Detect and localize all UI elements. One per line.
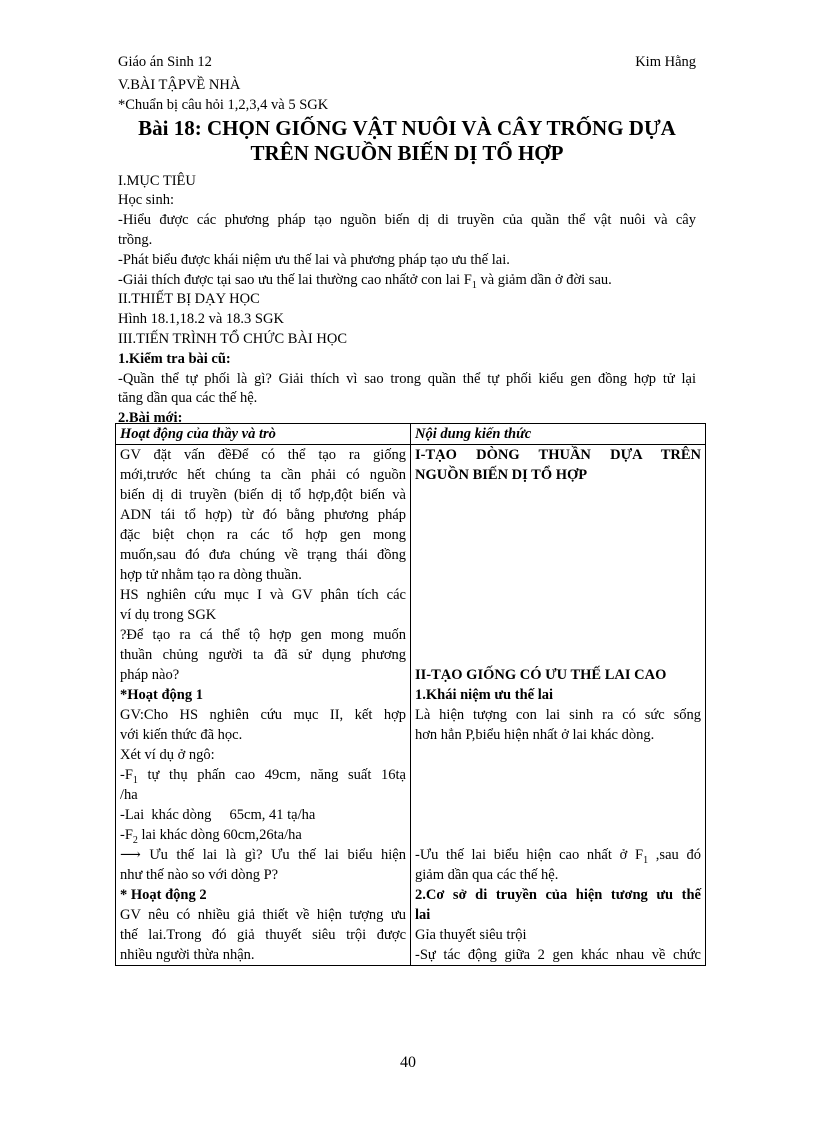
process-heading: III.TIẾN TRÌNH TỔ CHỨC BÀI HỌC <box>118 330 348 347</box>
objectives-heading: I.MỤC TIÊU <box>118 172 196 189</box>
row1-left-line: biến dị di truyền (biến dị tổ hợp,đột biến và <box>120 487 406 503</box>
section2-title: II-TẠO GIỐNG CÓ ƯU THẾ LAI CAO <box>415 667 667 683</box>
concept-note-line2: giảm dần qua các thế hệ. <box>415 867 559 883</box>
lesson-title-line2: TRÊN NGUỒN BIẾN DỊ TỔ HỢP <box>250 140 564 165</box>
spacer <box>415 485 701 505</box>
activity2-title: * Hoạt động 2 <box>120 887 207 903</box>
lesson-plan-table <box>115 423 706 966</box>
row1-left-line: GV đặt vấn đềĐể có thể tạo ra giống <box>120 447 406 463</box>
table-row <box>116 445 706 966</box>
row1-left-line: mới,trước hết chúng ta cần phải có nguồn <box>120 467 406 483</box>
homework-heading: V.BÀI TẬPVỀ NHÀ <box>118 77 241 93</box>
objective-1-line1: -Hiểu được các phương pháp tạo nguồn biến dị di truyền của quần thể vật nuôi và cây <box>118 212 696 229</box>
spacer <box>415 545 701 565</box>
concept-line2: hơn hẳn P,biểu hiện nhất ở lai khác dòng. <box>415 727 655 743</box>
row1-left-line: muốn,sau đó đưa chúng về trạng thái đồng <box>120 547 406 563</box>
activity1-f2-line <box>120 825 406 845</box>
spacer <box>415 565 701 585</box>
activity1-f1-line2: /ha <box>120 787 138 803</box>
objective-1-line2: trồng. <box>118 231 153 248</box>
concept-note-text-end: ,sau đó <box>648 847 701 863</box>
objective-2: -Phát biểu được khái niệm ưu thế lai và phương pháp tạo ưu thế lai. <box>118 251 510 268</box>
f1-subscript: 1 <box>132 774 138 786</box>
spacer <box>415 625 701 645</box>
basis-line1: Gỉa thuyết siêu trội <box>415 927 527 943</box>
f2-prefix: -F <box>120 827 133 843</box>
header-subject: Giáo án Sinh 12 <box>118 54 212 70</box>
spacer <box>415 745 701 765</box>
activity1-hybrid-line: -Lai khác dòng 65cm, 41 tạ/ha <box>120 807 316 823</box>
new-lesson-heading: 2.Bài mới: <box>118 410 183 427</box>
review-question-line1: -Quần thể tự phối là gì? Giải thích vì sao trong quần thể tự phối kiểu gen đồng hợp tử lại <box>118 370 696 387</box>
row1-left-cell <box>116 445 411 966</box>
row1-left-line: HS nghiên cứu mục I và GV phân tích các <box>120 587 406 603</box>
f2-text: lai khác dòng 60cm,26ta/ha <box>137 827 302 843</box>
spacer <box>415 765 701 785</box>
objective-3 <box>118 271 696 291</box>
document-body <box>118 76 696 429</box>
spacer <box>415 805 701 825</box>
spacer <box>415 785 701 805</box>
f2-subscript: 2 <box>132 834 138 846</box>
concept-line1: Là hiện tượng con lai sinh ra có sức sống <box>415 707 701 723</box>
review-question-line2: tăng dần qua các thế hệ. <box>118 390 258 407</box>
row1-left-line: ADN tái tổ hợp) từ đó bằng phương pháp <box>120 507 406 523</box>
header-author: Kim Hằng <box>635 54 696 70</box>
spacer <box>415 645 701 665</box>
objectives-intro: Học sinh: <box>118 192 174 209</box>
activity1-question-line2: như thế nào so với dòng P? <box>120 867 279 883</box>
header-activities: Hoạt động của thầy và trò <box>116 424 411 445</box>
section1-title-line2: NGUỒN BIẾN DỊ TỔ HỢP <box>415 467 588 483</box>
concept-title: 1.Khái niệm ưu thế lai <box>415 687 554 703</box>
lesson-title-line1: Bài 18: CHỌN GIỐNG VẬT NUÔI VÀ CÂY TRỐNG DỰA <box>138 115 676 140</box>
activity1-line: Xét ví dụ ở ngô: <box>120 747 215 763</box>
header-content: Nội dung kiến thức <box>411 424 706 445</box>
objective-3-text: -Giải thích được tại sao ưu thế lai thường cao nhấtở con lai F <box>118 271 472 288</box>
spacer <box>415 505 701 525</box>
page-header <box>118 53 696 73</box>
activity1-question-line1: ⟶ Ưu thế lai là gì? Ưu thế lai biểu hiện <box>120 847 406 863</box>
equipment-item: Hình 18.1,18.2 và 18.3 SGK <box>118 311 284 328</box>
activity1-title: *Hoạt động 1 <box>120 687 203 703</box>
row1-left-line: ?Để tạo ra cá thể tộ hợp gen mong muốn <box>120 627 406 643</box>
activity2-line: GV nêu có nhiều giả thiết về hiện tượng ưu <box>120 907 406 923</box>
spacer <box>415 825 701 845</box>
activity2-line: thế lai.Trong đó giả thuyết siêu trội được <box>120 927 406 943</box>
f1-prefix: -F <box>120 767 133 783</box>
basis-title-line2: lai <box>415 907 431 923</box>
concept-note-text: -Ưu thế lai biểu hiện cao nhất ở F <box>415 847 644 863</box>
activity2-line: nhiều người thừa nhận. <box>120 947 255 963</box>
spacer <box>415 585 701 605</box>
activity1-line: với kiến thức đã học. <box>120 727 243 743</box>
homework-item: *Chuẩn bị câu hỏi 1,2,3,4 và 5 SGK <box>118 96 329 113</box>
objective-3-subscript: 1 <box>471 279 477 291</box>
review-heading: 1.Kiểm tra bài cũ: <box>118 350 231 367</box>
basis-title-line1: 2.Cơ sở di truyền của hiện tương ưu thế <box>415 887 701 903</box>
row1-left-line: đặc biệt chọn ra các tổ hợp gen mong <box>120 527 406 543</box>
equipment-heading: II.THIẾT BỊ DẠY HỌC <box>118 291 260 308</box>
row1-left-line: pháp nào? <box>120 667 180 683</box>
concept-note-line1 <box>415 845 701 865</box>
activity1-f1-line <box>120 765 406 785</box>
row1-left-line: thuần chủng người ta đã sử dụng phương <box>120 647 406 663</box>
row1-left-line: ví dụ trong SGK <box>120 607 217 623</box>
f1-text: tự thụ phấn cao 49cm, năng suất 16tạ <box>137 767 406 783</box>
table-header-row <box>116 424 706 445</box>
page-number: 40 <box>400 1054 416 1071</box>
section1-title-line1: I-TẠO DÒNG THUẦN DỰA TRÊN <box>415 447 701 463</box>
row1-left-line: hợp tử nhằm tạo ra dòng thuần. <box>120 567 302 583</box>
objective-3-text-end: và giảm dần ở đời sau. <box>476 271 612 288</box>
spacer <box>415 605 701 625</box>
activity1-line: GV:Cho HS nghiên cứu mục II, kết hợp <box>120 707 406 723</box>
row1-right-cell <box>411 445 706 966</box>
concept-note-subscript: 1 <box>643 854 649 866</box>
spacer <box>415 525 701 545</box>
basis-line2: -Sự tác động giữa 2 gen khác nhau về chức <box>415 947 701 963</box>
